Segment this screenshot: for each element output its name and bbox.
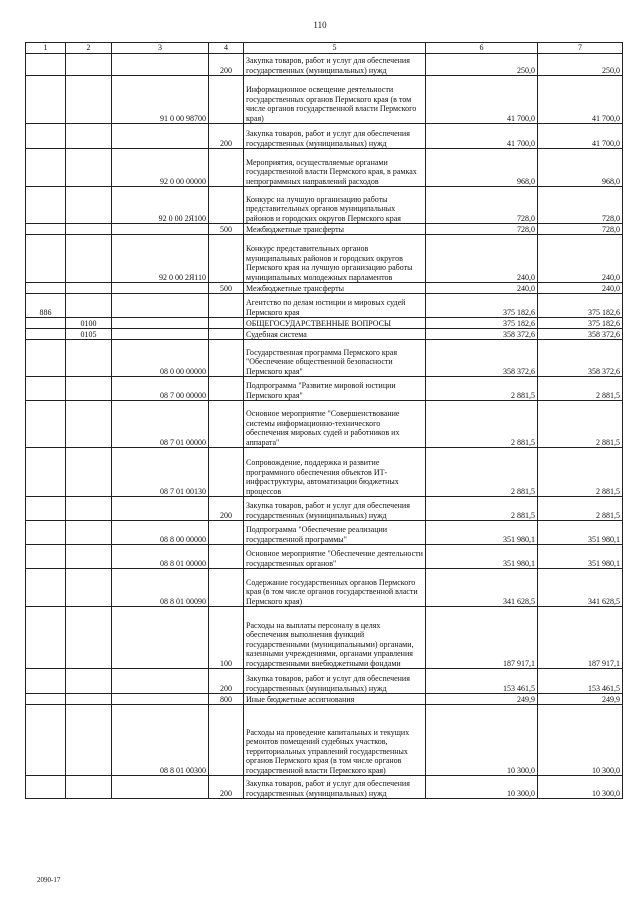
table-row bbox=[26, 187, 623, 224]
budget-table bbox=[25, 42, 623, 799]
ministry-code-cell bbox=[26, 187, 66, 224]
ministry-code-cell bbox=[26, 705, 66, 776]
description-cell: Сопровождение, поддержка и развитие программного обеспечения объектов ИТ-инфраструктуры, автоматизации бюджетных процессов bbox=[244, 448, 426, 497]
ministry-code-cell bbox=[26, 607, 66, 669]
amount-cell: 2 881,5 bbox=[426, 377, 538, 401]
expense-type-cell bbox=[209, 235, 244, 283]
ministry-code-cell bbox=[26, 776, 66, 799]
section-code-cell bbox=[66, 187, 112, 224]
description-cell: Подпрограмма "Обеспечение реализации государственной программы" bbox=[244, 521, 426, 545]
table-row bbox=[26, 283, 623, 294]
target-article-cell: 08 7 01 00000 bbox=[112, 401, 209, 448]
header-cell: 4 bbox=[209, 43, 244, 54]
amount-cell: 968,0 bbox=[538, 149, 623, 187]
section-code-cell bbox=[66, 377, 112, 401]
table-row bbox=[26, 340, 623, 377]
expense-type-cell: 500 bbox=[209, 283, 244, 294]
section-code-cell bbox=[66, 705, 112, 776]
expense-type-cell bbox=[209, 318, 244, 329]
expense-type-cell bbox=[209, 187, 244, 224]
target-article-cell: 91 0 00 98700 bbox=[112, 76, 209, 124]
table-row bbox=[26, 329, 623, 340]
section-code-cell: 0100 bbox=[66, 318, 112, 329]
description-cell: Конкурс представительных органов муниципальных районов и городских округов Пермского края на лучшую организацию работы муниципальных молодежных парламентов bbox=[244, 235, 426, 283]
table-row bbox=[26, 669, 623, 694]
target-article-cell: 92 0 00 00000 bbox=[112, 149, 209, 187]
amount-cell: 250,0 bbox=[538, 54, 623, 76]
description-cell: Закупка товаров, работ и услуг для обеспечения государственных (муниципальных) нужд bbox=[244, 669, 426, 694]
amount-cell: 2 881,5 bbox=[538, 448, 623, 497]
amount-cell: 10 300,0 bbox=[538, 705, 623, 776]
amount-cell: 41 700,0 bbox=[426, 76, 538, 124]
amount-cell: 2 881,5 bbox=[538, 497, 623, 521]
amount-cell: 41 700,0 bbox=[426, 124, 538, 149]
amount-cell: 351 980,1 bbox=[538, 521, 623, 545]
description-cell: ОБЩЕГОСУДАРСТВЕННЫЕ ВОПРОСЫ bbox=[244, 318, 426, 329]
amount-cell: 10 300,0 bbox=[538, 776, 623, 799]
description-cell: Закупка товаров, работ и услуг для обеспечения государственных (муниципальных) нужд bbox=[244, 124, 426, 149]
amount-cell: 728,0 bbox=[426, 187, 538, 224]
amount-cell: 728,0 bbox=[538, 224, 623, 235]
table-row bbox=[26, 448, 623, 497]
table-header-row bbox=[26, 43, 623, 54]
expense-type-cell bbox=[209, 545, 244, 569]
amount-cell: 240,0 bbox=[538, 235, 623, 283]
description-cell: Межбюджетные трансферты bbox=[244, 283, 426, 294]
expense-type-cell bbox=[209, 149, 244, 187]
expense-type-cell bbox=[209, 705, 244, 776]
description-cell: Иные бюджетные ассигнования bbox=[244, 694, 426, 705]
description-cell: Основное мероприятие "Обеспечение деятельности государственных органов" bbox=[244, 545, 426, 569]
section-code-cell bbox=[66, 76, 112, 124]
amount-cell: 41 700,0 bbox=[538, 76, 623, 124]
description-cell: Подпрограмма "Развитие мировой юстиции Пермского края" bbox=[244, 377, 426, 401]
table-row bbox=[26, 76, 623, 124]
ministry-code-cell bbox=[26, 224, 66, 235]
ministry-code-cell bbox=[26, 149, 66, 187]
amount-cell: 187 917,1 bbox=[538, 607, 623, 669]
amount-cell: 240,0 bbox=[538, 283, 623, 294]
section-code-cell bbox=[66, 54, 112, 76]
amount-cell: 249,9 bbox=[426, 694, 538, 705]
target-article-cell bbox=[112, 694, 209, 705]
amount-cell: 341 628,5 bbox=[426, 569, 538, 607]
header-cell: 1 bbox=[26, 43, 66, 54]
description-cell: Информационное освещение деятельности государственных органов Пермского края (в том числе органов государственной власти Пермского края) bbox=[244, 76, 426, 124]
amount-cell: 2 881,5 bbox=[426, 497, 538, 521]
amount-cell: 187 917,1 bbox=[426, 607, 538, 669]
expense-type-cell bbox=[209, 377, 244, 401]
amount-cell: 10 300,0 bbox=[426, 705, 538, 776]
amount-cell: 341 628,5 bbox=[538, 569, 623, 607]
target-article-cell bbox=[112, 294, 209, 318]
amount-cell: 2 881,5 bbox=[538, 377, 623, 401]
target-article-cell: 08 8 00 00000 bbox=[112, 521, 209, 545]
target-article-cell: 92 0 00 2Я110 bbox=[112, 235, 209, 283]
target-article-cell: 08 8 01 00000 bbox=[112, 545, 209, 569]
description-cell: Закупка товаров, работ и услуг для обеспечения государственных (муниципальных) нужд bbox=[244, 776, 426, 799]
amount-cell: 240,0 bbox=[426, 235, 538, 283]
target-article-cell bbox=[112, 607, 209, 669]
amount-cell: 351 980,1 bbox=[426, 545, 538, 569]
table-row bbox=[26, 318, 623, 329]
section-code-cell bbox=[66, 149, 112, 187]
amount-cell: 10 300,0 bbox=[426, 776, 538, 799]
section-code-cell bbox=[66, 448, 112, 497]
expense-type-cell: 200 bbox=[209, 669, 244, 694]
section-code-cell bbox=[66, 545, 112, 569]
amount-cell: 351 980,1 bbox=[538, 545, 623, 569]
expense-type-cell: 200 bbox=[209, 54, 244, 76]
expense-type-cell: 200 bbox=[209, 497, 244, 521]
ministry-code-cell bbox=[26, 377, 66, 401]
ministry-code-cell: 886 bbox=[26, 294, 66, 318]
ministry-code-cell bbox=[26, 545, 66, 569]
expense-type-cell: 800 bbox=[209, 694, 244, 705]
target-article-cell bbox=[112, 124, 209, 149]
target-article-cell: 08 8 01 00090 bbox=[112, 569, 209, 607]
amount-cell: 358 372,6 bbox=[426, 340, 538, 377]
target-article-cell bbox=[112, 497, 209, 521]
amount-cell: 249,9 bbox=[538, 694, 623, 705]
amount-cell: 968,0 bbox=[426, 149, 538, 187]
table-row bbox=[26, 705, 623, 776]
expense-type-cell bbox=[209, 76, 244, 124]
table-row bbox=[26, 54, 623, 76]
target-article-cell bbox=[112, 224, 209, 235]
amount-cell: 240,0 bbox=[426, 283, 538, 294]
header-cell: 5 bbox=[244, 43, 426, 54]
amount-cell: 728,0 bbox=[538, 187, 623, 224]
section-code-cell bbox=[66, 569, 112, 607]
expense-type-cell bbox=[209, 569, 244, 607]
table-row bbox=[26, 569, 623, 607]
ministry-code-cell bbox=[26, 669, 66, 694]
amount-cell: 728,0 bbox=[426, 224, 538, 235]
description-cell: Закупка товаров, работ и услуг для обеспечения государственных (муниципальных) нужд bbox=[244, 54, 426, 76]
ministry-code-cell bbox=[26, 124, 66, 149]
description-cell: Содержание государственных органов Пермского края (в том числе органов государственной власти Пермского края) bbox=[244, 569, 426, 607]
description-cell: Закупка товаров, работ и услуг для обеспечения государственных (муниципальных) нужд bbox=[244, 497, 426, 521]
header-cell: 6 bbox=[426, 43, 538, 54]
amount-cell: 2 881,5 bbox=[538, 401, 623, 448]
section-code-cell bbox=[66, 607, 112, 669]
ministry-code-cell bbox=[26, 694, 66, 705]
target-article-cell bbox=[112, 329, 209, 340]
amount-cell: 358 372,6 bbox=[538, 329, 623, 340]
table-row bbox=[26, 545, 623, 569]
table-row bbox=[26, 235, 623, 283]
description-cell: Конкурс на лучшую организацию работы представительных органов муниципальных районов и городских округов Пермского края bbox=[244, 187, 426, 224]
expense-type-cell: 200 bbox=[209, 124, 244, 149]
ministry-code-cell bbox=[26, 76, 66, 124]
table-row bbox=[26, 776, 623, 799]
target-article-cell bbox=[112, 776, 209, 799]
target-article-cell bbox=[112, 283, 209, 294]
table-row bbox=[26, 294, 623, 318]
amount-cell: 2 881,5 bbox=[426, 401, 538, 448]
description-cell: Расходы на выплаты персоналу в целях обеспечения выполнения функций государственными (муниципальными) органами, казенными учреждениями, органами управления государственными внебюджетными фондами bbox=[244, 607, 426, 669]
target-article-cell: 08 7 00 00000 bbox=[112, 377, 209, 401]
amount-cell: 2 881,5 bbox=[426, 448, 538, 497]
amount-cell: 351 980,1 bbox=[426, 521, 538, 545]
section-code-cell bbox=[66, 283, 112, 294]
description-cell: Мероприятия, осуществляемые органами государственной власти Пермского края, в рамках непрограммных направлений расходов bbox=[244, 149, 426, 187]
amount-cell: 153 461,5 bbox=[538, 669, 623, 694]
table-row bbox=[26, 149, 623, 187]
description-cell: Основное мероприятие "Совершенствование системы информационно-технического обеспечения мировых судей и работников их аппарата" bbox=[244, 401, 426, 448]
amount-cell: 375 182,6 bbox=[426, 318, 538, 329]
amount-cell: 375 182,6 bbox=[426, 294, 538, 318]
description-cell: Расходы на проведение капитальных и текущих ремонтов помещений судебных участков, территориальных управлений государственных органов Пермского края (в том числе органов государственной власти Пермского края) bbox=[244, 705, 426, 776]
ministry-code-cell bbox=[26, 54, 66, 76]
ministry-code-cell bbox=[26, 497, 66, 521]
ministry-code-cell bbox=[26, 521, 66, 545]
description-cell: Агентство по делам юстиции и мировых судей Пермского края bbox=[244, 294, 426, 318]
section-code-cell bbox=[66, 776, 112, 799]
ministry-code-cell bbox=[26, 318, 66, 329]
section-code-cell bbox=[66, 497, 112, 521]
target-article-cell: 08 7 01 00130 bbox=[112, 448, 209, 497]
section-code-cell: 0105 bbox=[66, 329, 112, 340]
ministry-code-cell bbox=[26, 569, 66, 607]
description-cell: Государственная программа Пермского края "Обеспечение общественной безопасности Пермского края" bbox=[244, 340, 426, 377]
target-article-cell bbox=[112, 54, 209, 76]
section-code-cell bbox=[66, 124, 112, 149]
amount-cell: 358 372,6 bbox=[426, 329, 538, 340]
table-row bbox=[26, 124, 623, 149]
expense-type-cell: 100 bbox=[209, 607, 244, 669]
section-code-cell bbox=[66, 694, 112, 705]
page-number: 110 bbox=[313, 20, 327, 30]
table-row bbox=[26, 377, 623, 401]
amount-cell: 375 182,6 bbox=[538, 294, 623, 318]
table-row bbox=[26, 401, 623, 448]
amount-cell: 358 372,6 bbox=[538, 340, 623, 377]
expense-type-cell: 500 bbox=[209, 224, 244, 235]
section-code-cell bbox=[66, 521, 112, 545]
section-code-cell bbox=[66, 235, 112, 283]
footer-code: 2090-17 bbox=[37, 876, 61, 884]
target-article-cell bbox=[112, 669, 209, 694]
description-cell: Судебная система bbox=[244, 329, 426, 340]
amount-cell: 153 461,5 bbox=[426, 669, 538, 694]
expense-type-cell bbox=[209, 329, 244, 340]
ministry-code-cell bbox=[26, 283, 66, 294]
header-cell: 7 bbox=[538, 43, 623, 54]
expense-type-cell bbox=[209, 521, 244, 545]
table-row bbox=[26, 607, 623, 669]
table-row bbox=[26, 521, 623, 545]
amount-cell: 41 700,0 bbox=[538, 124, 623, 149]
section-code-cell bbox=[66, 294, 112, 318]
header-cell: 2 bbox=[66, 43, 112, 54]
target-article-cell: 08 0 00 00000 bbox=[112, 340, 209, 377]
ministry-code-cell bbox=[26, 401, 66, 448]
table-row bbox=[26, 497, 623, 521]
ministry-code-cell bbox=[26, 235, 66, 283]
section-code-cell bbox=[66, 669, 112, 694]
target-article-cell: 92 0 00 2Я100 bbox=[112, 187, 209, 224]
section-code-cell bbox=[66, 224, 112, 235]
target-article-cell: 08 8 01 00300 bbox=[112, 705, 209, 776]
amount-cell: 375 182,6 bbox=[538, 318, 623, 329]
ministry-code-cell bbox=[26, 329, 66, 340]
target-article-cell bbox=[112, 318, 209, 329]
section-code-cell bbox=[66, 340, 112, 377]
table-row bbox=[26, 224, 623, 235]
expense-type-cell bbox=[209, 294, 244, 318]
expense-type-cell bbox=[209, 401, 244, 448]
description-cell: Межбюджетные трансферты bbox=[244, 224, 426, 235]
section-code-cell bbox=[66, 401, 112, 448]
table-row bbox=[26, 694, 623, 705]
expense-type-cell bbox=[209, 340, 244, 377]
amount-cell: 250,0 bbox=[426, 54, 538, 76]
expense-type-cell bbox=[209, 448, 244, 497]
header-cell: 3 bbox=[112, 43, 209, 54]
expense-type-cell: 200 bbox=[209, 776, 244, 799]
ministry-code-cell bbox=[26, 448, 66, 497]
ministry-code-cell bbox=[26, 340, 66, 377]
